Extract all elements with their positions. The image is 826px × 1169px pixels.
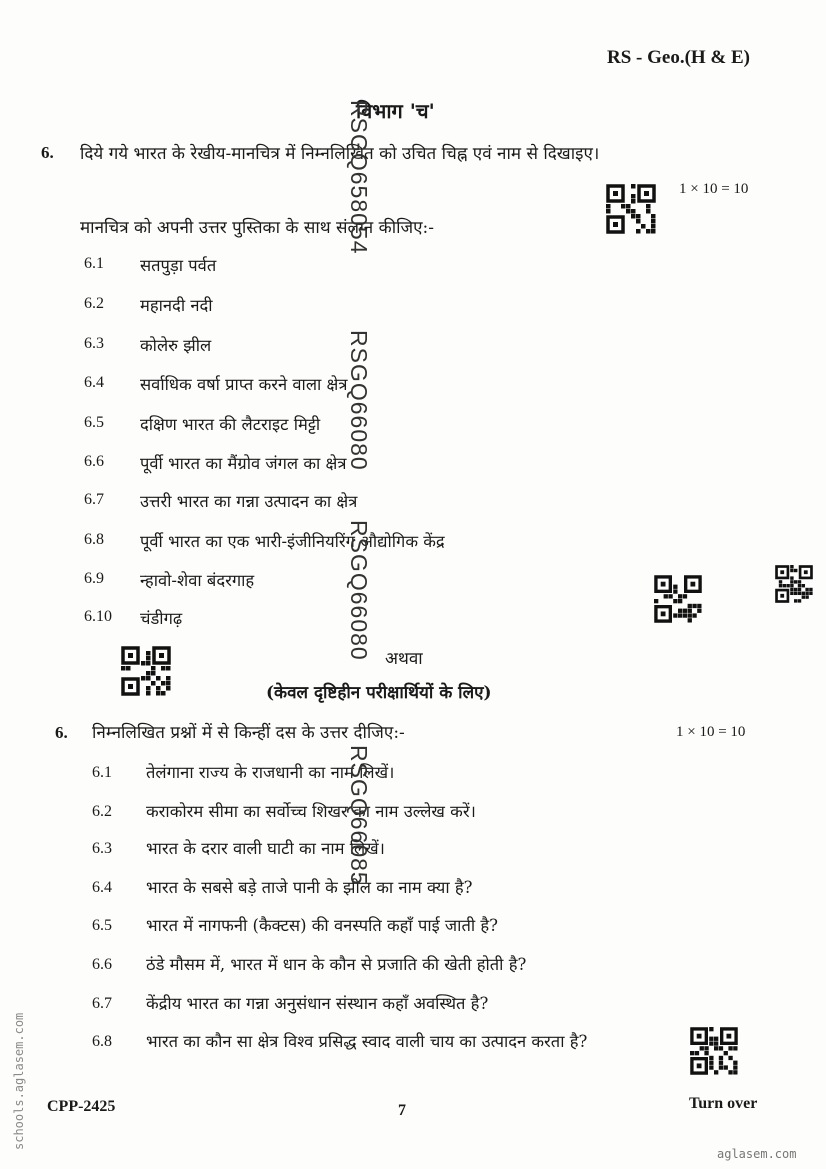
item-number: 6.4 <box>84 374 104 391</box>
item-number: 6.4 <box>92 879 112 896</box>
footer-code: CPP-2425 <box>47 1098 116 1115</box>
side-site-watermark: schools.aglasem.com <box>12 1012 26 1150</box>
qr-code-icon <box>654 573 702 625</box>
attach-note: मानचित्र को अपनी उत्तर पुस्तिका के साथ संलग्न कीजिए:- <box>80 218 434 238</box>
list-item: भारत का कौन सा क्षेत्र विश्व प्रसिद्ध स्वाद वाली चाय का उत्पादन करता है? <box>146 1032 588 1051</box>
question-number: 6. <box>55 723 68 742</box>
item-number: 6.10 <box>84 608 112 625</box>
list-item: सर्वाधिक वर्षा प्राप्त करने वाला क्षेत्र <box>140 375 348 394</box>
list-item: भारत के दरार वाली घाटी का नाम लिखें। <box>146 839 385 858</box>
qr-code-icon <box>774 565 814 603</box>
item-number: 6.5 <box>92 917 112 934</box>
marks: 1 × 10 = 10 <box>679 181 749 197</box>
list-item: ठंडे मौसम में, भारत में धान के कौन से प्रजाति की खेती होती है? <box>146 955 527 974</box>
item-number: 6.1 <box>92 764 112 781</box>
item-number: 6.9 <box>84 570 104 587</box>
page-number: 7 <box>398 1102 406 1119</box>
question-instruction: दिये गये भारत के रेखीय-मानचित्र में निम्नलिखित को उचित चिह्न एवं नाम से दिखाइए। <box>80 144 600 164</box>
list-item: केंद्रीय भारत का गन्ना अनुसंधान संस्थान कहाँ अवस्थित है? <box>146 994 489 1013</box>
item-number: 6.8 <box>84 531 104 548</box>
section-title: विभाग 'च' <box>356 99 435 123</box>
item-number: 6.3 <box>84 335 104 352</box>
item-number: 6.7 <box>92 995 112 1012</box>
turn-over: Turn over <box>689 1095 758 1112</box>
list-item: महानदी नदी <box>140 296 213 315</box>
list-item: पूर्वी भारत का एक भारी-इंजीनियरिंग औद्योगिक केंद्र <box>140 532 445 551</box>
list-item: दक्षिण भारत की लैटराइट मिट्टी <box>140 415 321 434</box>
serial-watermark: RSGQ66080 <box>346 330 372 471</box>
list-item: कोलेरु झील <box>140 336 212 355</box>
item-number: 6.6 <box>92 956 112 973</box>
item-number: 6.8 <box>92 1033 112 1050</box>
list-item: सतपुड़ा पर्वत <box>140 256 217 275</box>
list-item: न्हावो-शेवा बंदरगाह <box>140 571 255 590</box>
list-item: भारत के सबसे बड़े ताजे पानी के झील का नाम क्या है? <box>146 878 473 897</box>
list-item: चंडीगढ़ <box>140 609 183 628</box>
marks: 1 × 10 = 10 <box>676 724 746 740</box>
item-number: 6.2 <box>84 295 104 312</box>
item-number: 6.7 <box>84 491 104 508</box>
question-instruction: निम्नलिखित प्रश्नों में से किन्हीं दस के उत्तर दीजिए:- <box>92 723 405 743</box>
or-text: अथवा <box>385 649 423 669</box>
item-number: 6.3 <box>92 840 112 857</box>
item-number: 6.1 <box>84 255 104 272</box>
list-item: पूर्वी भारत का मैंग्रोव जंगल का क्षेत्र <box>140 454 347 473</box>
item-number: 6.2 <box>92 803 112 820</box>
item-number: 6.5 <box>84 414 104 431</box>
list-item: कराकोरम सीमा का सर्वोच्च शिखर का नाम उल्लेख करें। <box>146 802 476 821</box>
site-watermark: aglasem.com <box>717 1147 797 1161</box>
question-number: 6. <box>41 143 54 162</box>
qr-code-icon <box>690 1025 738 1077</box>
list-item: उत्तरी भारत का गन्ना उत्पादन का क्षेत्र <box>140 492 358 511</box>
serial-watermark: RSGQ66085 <box>346 745 372 886</box>
qr-code-icon <box>121 645 171 697</box>
qr-code-icon <box>606 183 656 235</box>
serial-watermark: RSGQ66080 <box>346 520 372 661</box>
paper-code: RS - Geo.(H & E) <box>607 47 751 68</box>
item-number: 6.6 <box>84 453 104 470</box>
serial-watermark: RSGQ658054 <box>346 100 372 255</box>
blind-note: (केवल दृष्टिहीन परीक्षार्थियों के लिए) <box>266 683 492 703</box>
list-item: तेलंगाना राज्य के राजधानी का नाम लिखें। <box>146 763 395 782</box>
list-item: भारत में नागफनी (कैक्टस) की वनस्पति कहाँ पाई जाती है? <box>146 916 498 935</box>
